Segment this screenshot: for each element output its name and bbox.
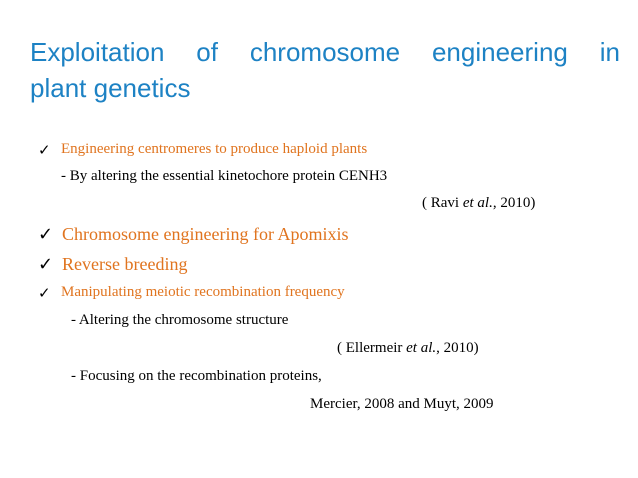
- title-word: engineering: [431, 37, 568, 67]
- citation-etal: et al.: [406, 340, 437, 356]
- title-word: Exploitation: [30, 37, 165, 67]
- title-word: chromosome: [249, 37, 401, 67]
- citation-ellermeir: [337, 340, 479, 357]
- bullet-centromere-detail: - By altering the essential kinetochore protein CENH3: [61, 168, 388, 184]
- title-word: in: [599, 37, 620, 67]
- citation-text: ( Ellermeir: [337, 340, 407, 356]
- bullet-meiotic: Manipulating meiotic recombination frequency: [61, 284, 345, 300]
- bullet-meiotic-detail-2: - Focusing on the recombination proteins,: [71, 368, 322, 384]
- citation-ravi: [422, 195, 535, 212]
- citation-etal: et al.: [462, 195, 493, 211]
- checkmark-icon: ✓: [38, 254, 54, 275]
- checkmark-icon: ✓: [38, 141, 51, 159]
- slide-title-line1: [30, 34, 620, 70]
- slide-title: [30, 34, 620, 106]
- title-word: of: [196, 37, 218, 67]
- bullet-reverse-breeding: Reverse breeding: [62, 254, 188, 274]
- bullet-centromere: Engineering centromeres to produce haploid plants: [61, 141, 368, 157]
- citation-year: , 2010): [436, 340, 479, 356]
- bullet-apomixis: Chromosome engineering for Apomixis: [62, 224, 349, 244]
- citation-mercier-muyt: Mercier, 2008 and Muyt, 2009: [310, 396, 494, 412]
- citation-text: ( Ravi: [422, 195, 463, 211]
- checkmark-icon: ✓: [38, 284, 51, 302]
- slide-title-line2: plant genetics: [30, 73, 191, 103]
- citation-year: , 2010): [492, 195, 536, 211]
- bullet-meiotic-detail-1: - Altering the chromosome structure: [71, 312, 289, 328]
- checkmark-icon: ✓: [38, 224, 54, 245]
